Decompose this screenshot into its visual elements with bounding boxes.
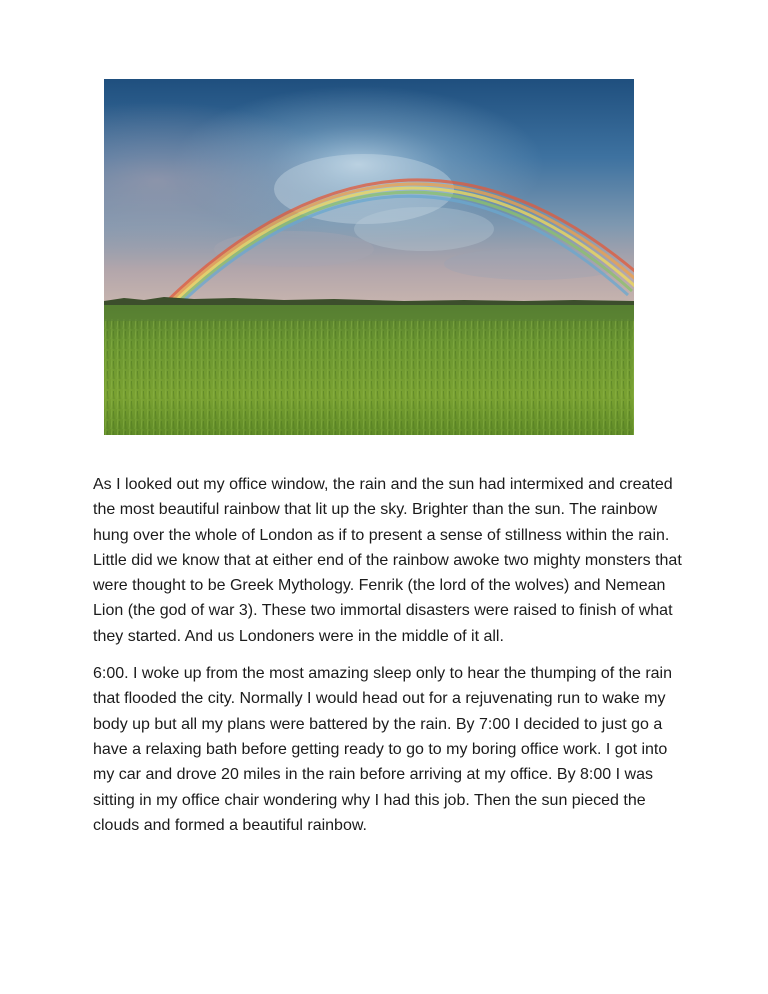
rainbow-field-image [104,79,634,435]
paragraph-2: 6:00. I woke up from the most amazing sleep only to hear the thumping of the rain that flooded the city. Normally I would head out for a rejuvenating run to wake my body up but all my plans were battered by the rain. By 7:00 I decided to just go a have a relaxing bath before getting ready to go to my boring office work. I got into my car and drove 20 miles in the rain before arriving at my office. By 8:00 I was sitting in my office chair wondering why I had this job. Then the sun pieced the clouds and formed a beautiful rainbow. [93,665,672,834]
paragraph-1: As I looked out my office window, the rain and the sun had intermixed and created the most beautiful rainbow that lit up the sky. Brighter than the sun. The rainbow hung over the whole of London as if to present a sense of stillness within the rain. Little did we know that at either end of the rainbow awoke two mighty monsters that were thought to be Greek Mythology. Fenrik (the lord of the wolves) and Nemean Lion (the god of war 3). These two immortal disasters were raised to finish of what they started. And us Londoners were in the middle of it all. [93,476,682,645]
story-text [93,472,683,850]
rainbow-photo [104,79,634,435]
